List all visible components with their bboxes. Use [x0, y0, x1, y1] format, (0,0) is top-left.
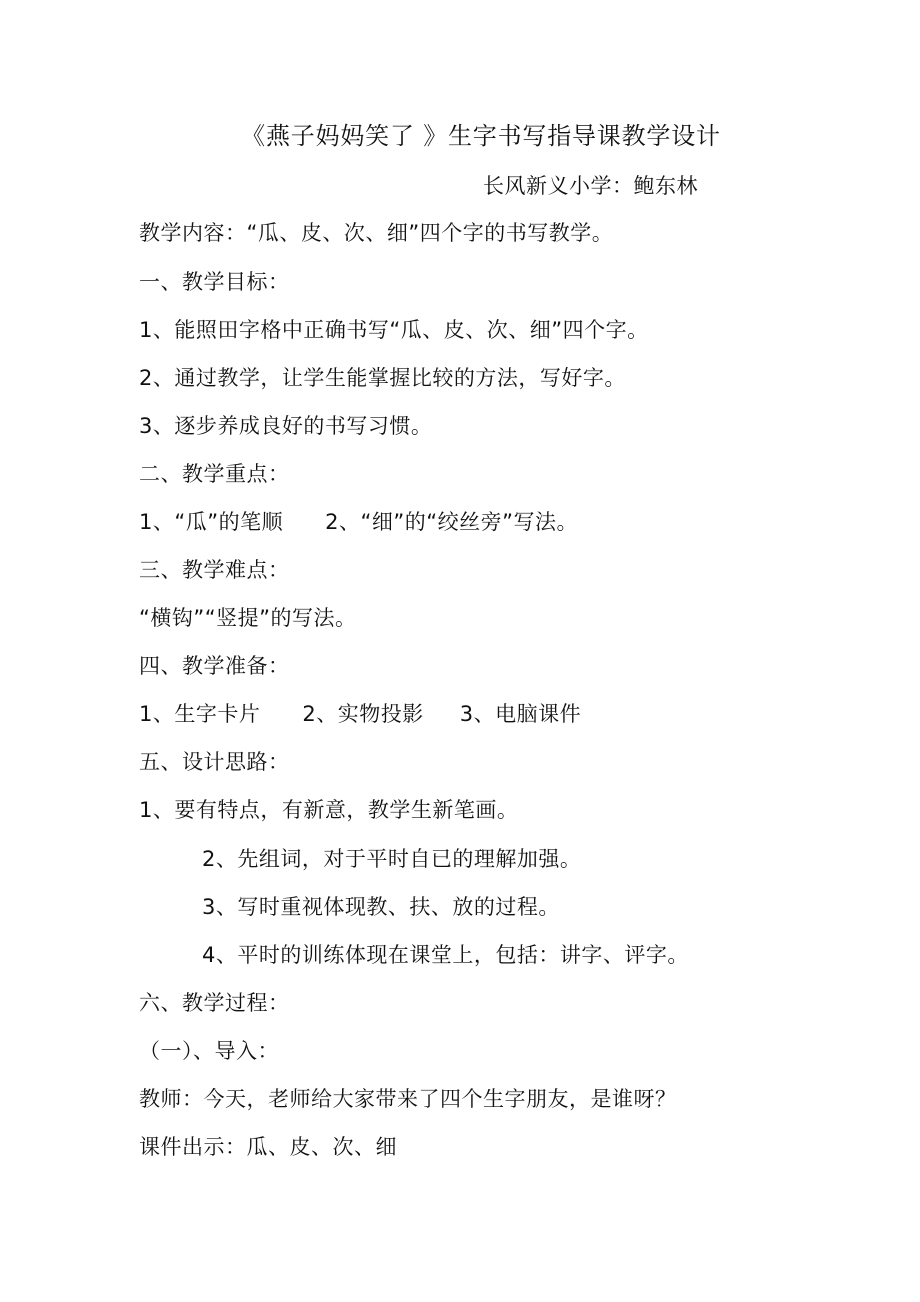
key-point-2: 2、“细”的“绞丝旁”写法。	[325, 510, 579, 534]
objective-item-3: 3、逐步养成良好的书写习惯。	[139, 414, 433, 438]
process-subheading: （一）、导入：	[139, 1039, 279, 1063]
document-title: 《燕子妈妈笑了 》生字书写指导课教学设计	[241, 122, 721, 150]
key-points-heading: 二、教学重点：	[139, 462, 290, 486]
design-idea-1: 1、要有特点，有新意，教学生新笔画。	[139, 798, 519, 822]
objectives-heading: 一、教学目标：	[139, 270, 290, 294]
design-idea-2: 2、先组词，对于平时自已的理解加强。	[202, 847, 582, 871]
key-points-line	[139, 507, 578, 537]
document-author: 长风新义小学：鲍东林	[483, 174, 698, 198]
teaching-content-line: 教学内容：“瓜、皮、次、细”四个字的书写教学。	[139, 221, 614, 245]
design-ideas-heading: 五、设计思路：	[139, 750, 290, 774]
process-heading: 六、教学过程：	[139, 991, 290, 1015]
difficulties-heading: 三、教学难点：	[139, 558, 290, 582]
key-point-1: 1、“瓜”的笔顺	[139, 510, 284, 534]
preparation-item-2: 2、实物投影	[302, 702, 424, 726]
preparation-heading: 四、教学准备：	[139, 654, 290, 678]
teacher-line: 教师：今天，老师给大家带来了四个生字朋友，是谁呀？	[139, 1087, 677, 1111]
preparation-line	[139, 699, 581, 729]
objective-item-1: 1、能照田字格中正确书写“瓜、皮、次、细”四个字。	[139, 318, 649, 342]
courseware-line: 课件出示：瓜、皮、次、细	[139, 1135, 397, 1159]
objective-item-2: 2、通过教学，让学生能掌握比较的方法，写好字。	[139, 366, 626, 390]
design-idea-3: 3、写时重视体现教、扶、放的过程。	[202, 895, 560, 919]
design-idea-4: 4、平时的训练体现在课堂上，包括：讲字、评字。	[202, 943, 689, 967]
preparation-item-1: 1、生字卡片	[139, 702, 261, 726]
difficulty-item: “横钩”“竖提”的写法。	[139, 606, 357, 630]
preparation-item-3: 3、电脑课件	[459, 702, 582, 726]
